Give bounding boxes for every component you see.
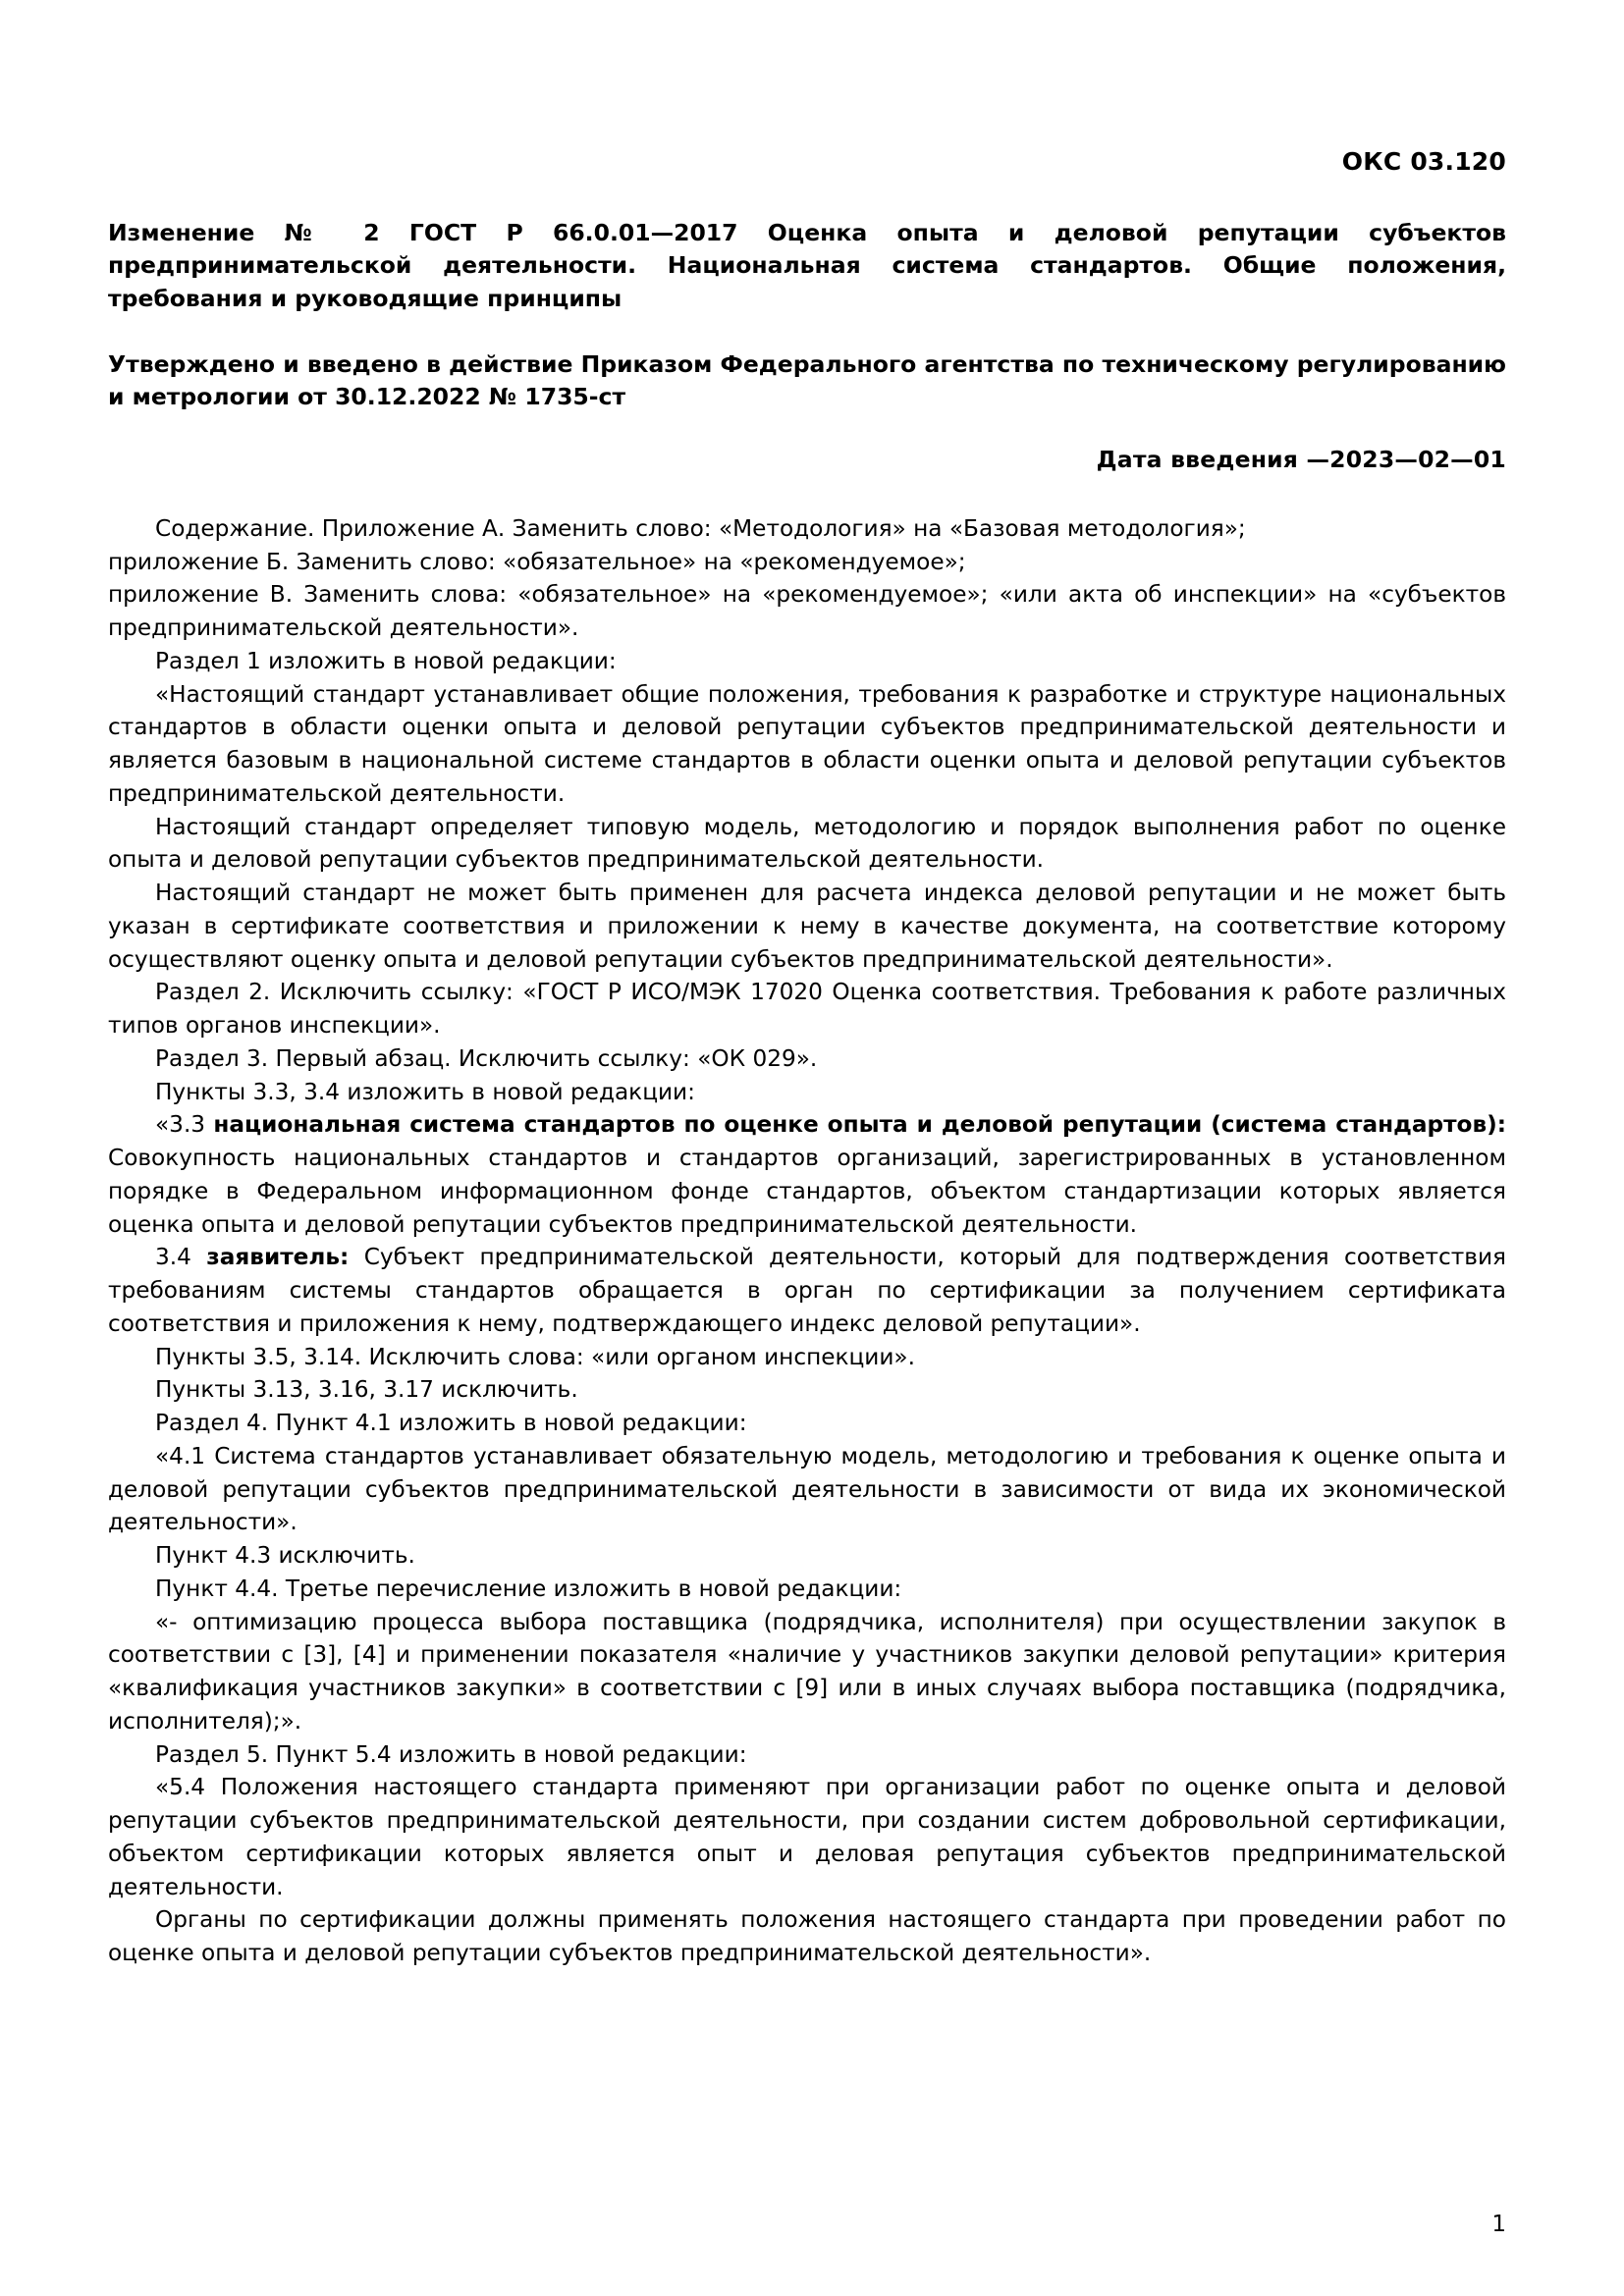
paragraph-items-3-3-3-4-intro: Пункты 3.3, 3.4 изложить в новой редакции: <box>155 1078 695 1105</box>
definition-3-3-rest: Совокупность национальных стандартов и стандартов организаций, зарегистрированных в установленном порядке в Федеральном информационном фонде стандартов, объектом стандартизации которых является оценка опыта и деловой репутации субъектов предпринимательской деятельности. <box>108 1145 1506 1238</box>
paragraph-items-3-13-3-16-3-17: Пункты 3.13, 3.16, 3.17 исключить. <box>155 1376 578 1404</box>
paragraph-item-4-4-intro: Пункт 4.4. Третье перечисление изложить в новой редакции: <box>155 1575 902 1602</box>
paragraph-annex-v: приложение В. Заменить слова: «обязательное» на «рекомендуемое»; «или акта об инспекции» на «субъектов предпринимательской деятельности». <box>108 581 1506 642</box>
paragraph-section-2: Раздел 2. Исключить ссылку: «ГОСТ Р ИСО/МЭК 17020 Оценка соответствия. Требования к работе различных типов органов инспекции». <box>108 979 1506 1040</box>
definition-3-4-term: заявитель: <box>206 1244 350 1271</box>
page-number: 1 <box>1491 2212 1506 2237</box>
paragraph-section-1-text-2: Настоящий стандарт определяет типовую модель, методологию и порядок выполнения работ по оценке опыта и деловой репутации субъектов предпринимательской деятельности. <box>108 813 1506 874</box>
definition-3-4 <box>108 1241 1506 1340</box>
definition-3-4-prefix: 3.4 <box>155 1244 207 1271</box>
definition-3-4-rest: Субъект предпринимательской деятельности, который для подтверждения соответствия требованиям системы стандартов обращается в орган по сертификации за получением сертификата соответствия и приложения к нему, подтверждающего индекс деловой репутации». <box>108 1244 1506 1337</box>
document-title: Изменение № 2 ГОСТ Р 66.0.01—2017 Оценка опыта и деловой репутации субъектов предпринимательской деятельности. Национальная система стандартов. Общие положения, требования и руководящие принципы <box>108 219 1506 312</box>
document-body <box>108 512 1506 1970</box>
paragraph-section-1-text-1: «Настоящий стандарт устанавливает общие положения, требования к разработке и структуре национальных стандартов в области оценки опыта и деловой репутации субъектов предпринимательской деятельности и является базовым в национальной системе стандартов в области оценки опыта и деловой репутации субъектов предпринимательской деятельности. <box>108 680 1506 807</box>
paragraph-certification-bodies: Органы по сертификации должны применять положения настоящего стандарта при проведении работ по оценке опыта и деловой репутации субъектов предпринимательской деятельности». <box>108 1906 1506 1967</box>
paragraph-section-1-text-3: Настоящий стандарт не может быть применен для расчета индекса деловой репутации и не может быть указан в сертификате соответствия и приложении к нему в качестве документа, на соответствие которому осуществляют оценку опыта и деловой репутации субъектов предпринимательской деятельности». <box>108 880 1506 973</box>
paragraph-section-3: Раздел 3. Первый абзац. Исключить ссылку: «ОК 029». <box>155 1044 818 1072</box>
definition-3-3 <box>108 1108 1506 1241</box>
approval-statement: Утверждено и введено в действие Приказом Федерального агентства по техническому регулированию и метрологии от 30.12.2022 № 1735-ст <box>108 350 1506 411</box>
paragraph-section-1-intro: Раздел 1 изложить в новой редакции: <box>155 647 617 674</box>
paragraph-section-5-intro: Раздел 5. Пункт 5.4 изложить в новой редакции: <box>155 1740 747 1768</box>
paragraph-section-4-intro: Раздел 4. Пункт 4.1 изложить в новой редакции: <box>155 1410 747 1437</box>
definition-3-3-term: национальная система стандартов по оценке опыта и деловой репутации (система стандартов): <box>213 1111 1506 1139</box>
paragraph-item-4-4-list: «- оптимизацию процесса выбора поставщика (подрядчика, исполнителя) при осуществлении закупок в соответствии с [3], [4] и применении показателя «наличие у участников закупки деловой репутации» критерия «квалификация участников закупки» в соответствии с [9] или в иных случаях выбора поставщика (подрядчика, исполнителя);». <box>108 1608 1506 1735</box>
paragraph-item-5-4: «5.4 Положения настоящего стандарта применяют при организации работ по оценке опыта и деловой репутации субъектов предпринимательской деятельности, при создании систем добровольной сертификации, объектом сертификации которых является опыт и деловая репутация субъектов предпринимательской деятельности. <box>108 1774 1506 1900</box>
paragraph-contents-annex-a: Содержание. Приложение А. Заменить слово: «Методология» на «Базовая методология»; <box>155 514 1246 542</box>
paragraph-annex-b: приложение Б. Заменить слово: «обязательное» на «рекомендуемое»; <box>108 548 966 575</box>
oks-code: ОКС 03.120 <box>1341 147 1506 176</box>
paragraph-item-4-3: Пункт 4.3 исключить. <box>155 1542 415 1570</box>
introduction-date: Дата введения —2023—02—01 <box>1096 445 1506 473</box>
paragraph-item-4-1: «4.1 Система стандартов устанавливает обязательную модель, методологию и требования к оценке опыта и деловой репутации субъектов предпринимательской деятельности в зависимости от вида их экономической деятельности». <box>108 1442 1506 1536</box>
definition-3-3-prefix: «3.3 <box>155 1111 214 1139</box>
paragraph-items-3-5-3-14: Пункты 3.5, 3.14. Исключить слова: «или органом инспекции». <box>155 1343 915 1370</box>
